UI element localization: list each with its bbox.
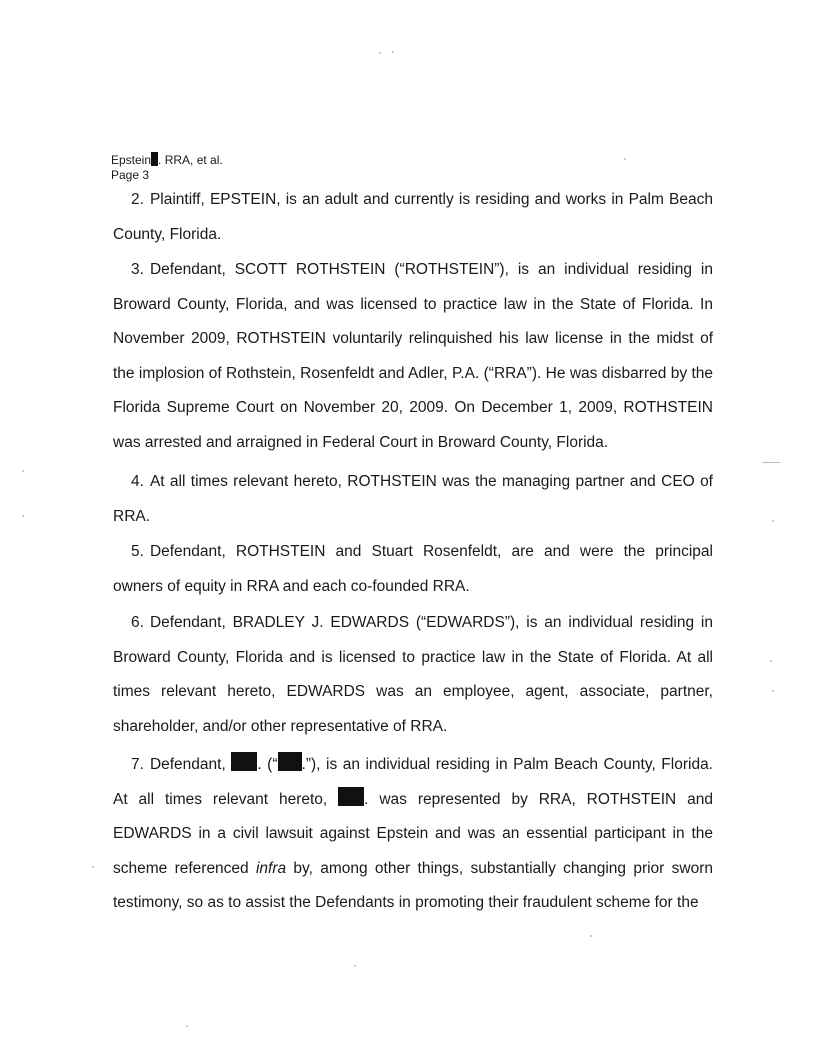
paragraph-number: 5. <box>131 543 144 560</box>
scan-speck <box>624 158 626 160</box>
paragraph-text: Plaintiff, EPSTEIN, is an adult and currently is residing and works in Palm Beach County, Florida. <box>113 191 713 243</box>
paragraph-text: At all times relevant hereto, ROTHSTEIN was the managing partner and CEO of RRA. <box>113 473 713 525</box>
page-header <box>111 152 223 183</box>
scan-speck <box>22 515 24 517</box>
scan-speck <box>762 462 780 463</box>
redaction-box <box>338 787 364 806</box>
paragraph-text: . (“ <box>257 756 278 773</box>
paragraph-number: 7. <box>131 756 144 773</box>
scan-speck <box>590 935 592 937</box>
case-caption <box>111 152 223 168</box>
scan-speck <box>772 690 774 692</box>
paragraph-text: by, among other things, substantially changing prior sworn testimony, so as to assist the Defendants in promoting their fraudulent scheme for the <box>113 859 713 911</box>
italic-term: infra <box>255 859 287 877</box>
paragraph-5 <box>113 535 713 604</box>
scan-speck <box>772 520 774 522</box>
paragraph-6 <box>113 606 713 744</box>
scan-speck <box>379 52 381 54</box>
paragraph-text: Defendant, ROTHSTEIN and Stuart Rosenfeldt, are and were the principal owners of equity in RRA and each co-founded RRA. <box>113 543 713 595</box>
scan-speck <box>186 1025 188 1027</box>
scan-speck <box>392 51 394 53</box>
paragraph-2 <box>113 183 713 252</box>
paragraph-text: Defendant, BRADLEY J. EDWARDS (“EDWARDS”), is an individual residing in Broward County, Florida and is licensed to practice law in the State of Florida. At all times relevant hereto, EDWARDS was an employee, agent, associate, partner, shareholder, and/or other representative of RRA. <box>113 614 713 735</box>
scan-speck <box>354 965 356 967</box>
paragraph-text: . was represented by RRA, ROTHSTEIN and EDWARDS in a civil lawsuit against Epstein and was an essential participant in the scheme referenced <box>113 790 713 877</box>
paragraph-number: 4. <box>131 473 144 490</box>
case-caption-prefix: Epstein <box>111 153 152 167</box>
page-number: Page 3 <box>111 168 150 182</box>
scan-speck <box>22 470 24 472</box>
scan-speck <box>92 866 94 868</box>
paragraph-text: .”), is an individual residing in Palm Beach County, Florida. At all times relevant hereto, <box>113 756 713 808</box>
paragraph-4 <box>113 465 713 534</box>
paragraph-3 <box>113 253 713 460</box>
paragraph-number: 2. <box>131 191 144 208</box>
paragraph-text: Defendant, <box>149 756 226 773</box>
redaction-box <box>278 752 302 771</box>
paragraph-7 <box>113 748 713 921</box>
case-caption-suffix: . RRA, et al. <box>158 153 223 167</box>
redaction-box <box>151 152 158 166</box>
scan-speck <box>770 660 772 662</box>
paragraph-number: 6. <box>131 614 144 631</box>
paragraph-number: 3. <box>131 261 144 278</box>
paragraph-text: Defendant, SCOTT ROTHSTEIN (“ROTHSTEIN”), is an individual residing in Broward County, Florida, and was licensed to practice law in the State of Florida. In November 2009, ROTHSTEIN voluntarily relinquished his law license in the midst of the implosion of Rothstein, Rosenfeldt and Adler, P.A. (“RRA”). He was disbarred by the Florida Supreme Court on November 20, 2009. On December 1, 2009, ROTHSTEIN was arrested and arraigned in Federal Court in Broward County, Florida. <box>113 261 713 451</box>
redaction-box <box>231 752 257 771</box>
